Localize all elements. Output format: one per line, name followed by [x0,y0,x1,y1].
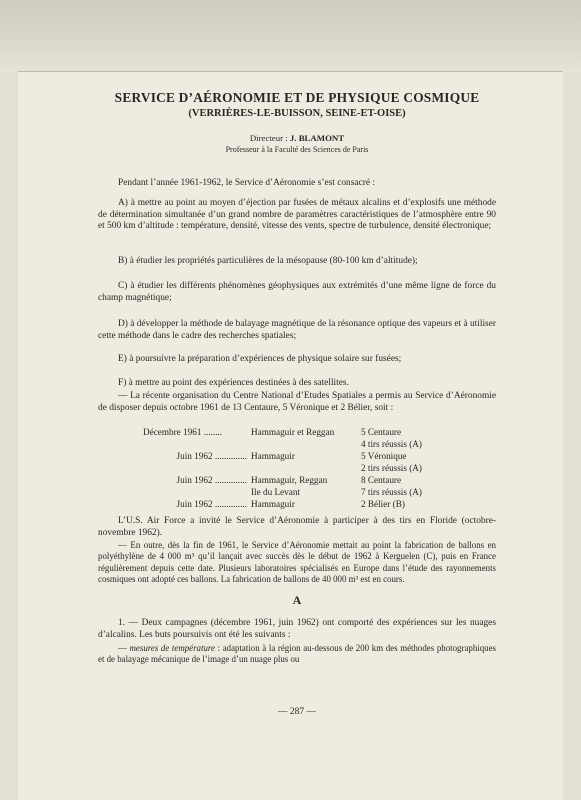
balloon-paragraph: — En outre, dès la fin de 1961, le Service d’Aéronomie mettait au point la fabrication de ballons en polyéthylène de 4 000 m³ qu’il lançait avec succès dès le début de 1962 à Kerguelen (C), puis en France régulièrement depuis cette date. Plusieurs laboratoires spécialisés en Europe dans l’étude des rayonnements cosmiques ont adopté ces ballons. La fabrication de ballons de 40 000 m³ est en cours. [98,540,496,585]
item-a-paragraph: A) à mettre au point au moyen d’éjection par fusées de métaux alcalins et d’explosifs une méthode de détermination simultanée d’un grand nombre de paramètres caractéristiques de l’atmosphère entre 90 et 500 km d’altitude : température, densité, vitesse des vents, spectre de turbulence, densité électronique; [98,198,496,232]
launch-row [98,475,496,487]
item-b-paragraph: B) à étudier les propriétés particulières de la mésopause (80-100 km d’altitude); [118,256,418,266]
launch-result: 2 tirs réussis (A) [361,463,422,473]
launch-site: Hammaguir et Reggan [251,427,335,437]
item-e-paragraph: E) à poursuivre la préparation d’expériences de physique solaire sur fusées; [118,354,402,364]
intro-paragraph: Pendant l’année 1961-1962, le Service d’Aéronomie s’est consacré : [118,178,375,188]
launch-date: Juin 1962 .............. [176,499,247,509]
launch-result: 7 tirs réussis (A) [361,487,422,497]
launch-row [98,451,496,463]
launch-result: 5 Véronique [361,451,407,461]
launch-date: Juin 1962 .............. [176,475,247,485]
scan-margin [0,0,581,72]
director-affiliation: Professeur à la Faculté des Sciences de Paris [225,145,369,154]
launch-row [98,427,496,439]
temperature-term: mesures de température [129,643,215,653]
usaf-paragraph: L’U.S. Air Force a invité le Service d’Aéronomie à participer à des tirs en Floride (octobre-novembre 1962). [98,516,496,538]
launch-result: 4 tirs réussis (A) [361,439,422,449]
temperature-paragraph [98,643,496,666]
temperature-lead: — [118,643,130,653]
launch-result: 2 Bélier (B) [361,499,405,509]
launch-site: Ile du Levant [251,487,300,497]
launch-row [98,463,496,475]
item-d-paragraph: D) à développer la méthode de balayage magnétique de la résonance optique des vapeurs et à utiliser cette méthode dans le cadre des recherches spatiales; [98,319,496,341]
item-c-paragraph: C) à étudier les différents phénomènes géophysiques aux extrémités d’une même ligne de force du champ magnétique; [98,281,496,303]
section-heading: A [292,593,302,607]
launch-site: Hammaguir [251,451,295,461]
launch-result: 5 Centaure [361,427,402,437]
page-title: SERVICE D’AÉRONOMIE ET DE PHYSIQUE COSMIQUE [114,90,480,105]
director-name: J. BLAMONT [289,133,345,143]
director-label: Directeur : [249,133,290,143]
launch-row [98,499,496,511]
launch-result: 8 Centaure [361,475,402,485]
launch-site: Hammaguir, Reggan [251,475,328,485]
page-number: — 287 — [278,707,316,717]
launch-date: Décembre 1961 ........ [143,427,223,437]
launch-date: Juin 1962 .............. [176,451,247,461]
launch-site: Hammaguir [251,499,295,509]
director-line [98,133,496,143]
cnes-paragraph: — La récente organisation du Centre National d’Etudes Spatiales a permis au Service d’Aéronomie de disposer depuis octobre 1961 de 13 Centaure, 5 Véronique et 2 Bélier, soit : [98,391,496,413]
campaign-paragraph: 1. — Deux campagnes (décembre 1961, juin 1962) ont comporté des expériences sur les nuages d’alcalins. Les buts poursuivis ont été les suivants : [98,618,496,640]
page-subtitle: (VERRIÈRES-LE-BUISSON, SEINE-ET-OISE) [188,108,406,119]
temperature-text: : adaptation à la région au-dessous de 200 km des méthodes photographiques et de balayage mécanique de l’image d’un nuage plus ou [98,643,496,665]
launch-row [98,439,496,451]
item-f-paragraph: F) à mettre au point des expériences destinées à des satellites. [118,378,349,388]
launch-row [98,487,496,499]
